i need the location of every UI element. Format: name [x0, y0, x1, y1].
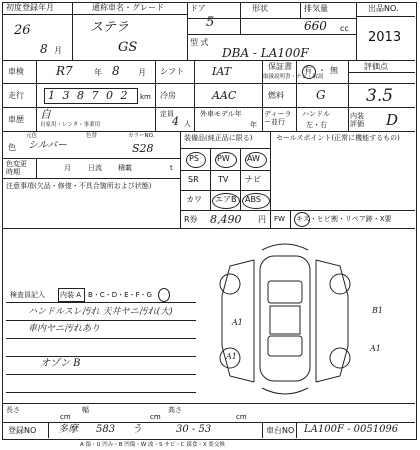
- interior-score-label: 内装評価: [350, 112, 364, 128]
- lot-number-label: 出品NO.: [368, 4, 399, 13]
- damage-mark-1: A1: [232, 318, 243, 327]
- equip-navi: ナビ: [245, 175, 261, 184]
- note-line-2: 車内ヤニ汚れあり: [28, 324, 101, 334]
- handle-value: 左・右: [306, 121, 327, 129]
- equip-tv: TV: [218, 175, 229, 184]
- color-after-label: 色替: [86, 133, 98, 139]
- history-label: 車歴: [8, 115, 24, 124]
- car-damage-diagram: [200, 236, 370, 401]
- color-value: シルバー: [28, 140, 68, 151]
- note-line-1: ハンドルスレ汚れ 天井ヤニ汚れ(大): [28, 307, 173, 317]
- width-unit: cm: [150, 413, 161, 421]
- capacity-unit: 人: [184, 120, 191, 128]
- shape-label: 形状: [252, 4, 268, 13]
- color-label: 色: [8, 143, 16, 152]
- shift-label: シフト: [160, 67, 184, 76]
- odometer-value: 1 3 8 7 0 2: [48, 89, 130, 102]
- displacement-value: 660: [304, 19, 327, 33]
- equip-ps: PS: [189, 154, 199, 163]
- color-code-value: S28: [132, 142, 154, 155]
- reg-year: 26: [14, 23, 31, 38]
- inspector-label: 検査員記入: [10, 291, 45, 299]
- shaken-month-unit: 月: [138, 68, 146, 77]
- reg-month: 8: [40, 42, 48, 56]
- equip-pw: PW: [217, 154, 230, 163]
- equip-abs: ABS: [245, 195, 261, 204]
- car-grade: GS: [118, 40, 138, 55]
- lot-number: 2013: [368, 30, 402, 45]
- equip-sr: SR: [188, 175, 199, 184]
- recycle-label: R券: [184, 215, 198, 224]
- odometer-label: 走行: [8, 91, 24, 100]
- aircon-value: AAC: [212, 89, 237, 102]
- warranty-label: 保証書: [268, 62, 292, 71]
- length-unit: cm: [60, 413, 71, 421]
- interior-grades: 内装 A・B・C・D・E・F・G: [60, 291, 152, 299]
- displacement-label: 排気量: [304, 4, 328, 13]
- fuel-value: G: [316, 88, 326, 102]
- damage-legend: A 傷・U 凹み・B 凹傷・W 波・S サビ・C 腐食・X 要交換: [80, 442, 225, 448]
- equip-airbag: エアB: [215, 195, 237, 204]
- note-line-3: オゾン B: [40, 358, 81, 369]
- door-value: 5: [206, 15, 215, 30]
- reg-month-unit: 月: [54, 46, 62, 55]
- ext-model-unit: 年: [250, 121, 257, 129]
- capacity-label: 定員: [160, 110, 174, 118]
- shaken-year-unit: 年: [94, 68, 102, 77]
- damage-mark-3: B1: [372, 306, 383, 315]
- warranty-sub: 取扱説明書・ナビ・取説: [263, 74, 324, 80]
- door-label: ドア: [190, 4, 206, 13]
- change-month-unit: 月: [64, 164, 71, 172]
- change-load: 積載: [118, 164, 132, 172]
- fw-text: キズ・ヒビ割・リペア跡・X要: [296, 215, 392, 223]
- interior-grade-box: [58, 288, 85, 302]
- height-label: 高さ: [168, 406, 182, 414]
- shaken-year: R7: [56, 64, 73, 78]
- history-sub: 自家用・レンタ・事業用: [40, 122, 101, 128]
- length-label: 長さ: [6, 406, 20, 414]
- sales-point-title: セールスポイント(正常に機能するもの): [276, 134, 400, 142]
- reg-digits: 30 - 53: [176, 424, 212, 435]
- change-ton: t: [170, 164, 173, 172]
- interior-grade-d-circle: [158, 288, 170, 302]
- caution-title: 注意事項(欠品・修復・不具合箇所および状態): [6, 182, 152, 190]
- color-code-label: カラーNO.: [128, 133, 155, 139]
- warranty-dot: ・: [318, 66, 326, 75]
- equip-aw: AW: [247, 154, 260, 163]
- interior-score-value: D: [386, 111, 399, 129]
- shaken-label: 車検: [8, 67, 24, 76]
- capacity-value: 4: [172, 115, 179, 128]
- fw-label: FW: [274, 215, 285, 223]
- height-unit: cm: [236, 413, 247, 421]
- recycle-value: 8,490: [210, 213, 242, 226]
- aircon-label: 冷房: [160, 91, 176, 100]
- ext-model-label: 外車モデル年: [200, 110, 242, 118]
- fuel-label: 燃料: [268, 91, 284, 100]
- color-change-period: 時期: [6, 168, 20, 176]
- warranty-no: 無: [330, 66, 338, 75]
- equip-leather: カワ: [186, 195, 202, 204]
- reg-class: 583: [96, 424, 116, 435]
- shaken-month: 8: [112, 64, 120, 78]
- reg-kana: う: [132, 424, 142, 435]
- damage-mark-2: A1: [226, 352, 237, 361]
- score-label: 評価点: [364, 62, 388, 71]
- reg-area: 多摩: [58, 424, 78, 435]
- damage-mark-4: A1: [370, 344, 381, 353]
- car-name-label: 通称車名・グレード: [92, 3, 164, 12]
- model-label: 型 式: [190, 38, 209, 47]
- score-value: 3.5: [366, 86, 394, 106]
- recycle-unit: 円: [258, 215, 266, 224]
- equipment-title: 装備品(純正品に限る): [184, 134, 253, 142]
- color-change-label: 色変更: [6, 160, 27, 168]
- car-name: ステラ: [90, 20, 129, 35]
- width-label: 幅: [82, 406, 89, 414]
- change-days: 日流: [88, 164, 102, 172]
- chassis-number: LA100F - 0051096: [304, 424, 399, 435]
- dealer-label: ディーラー並行: [264, 110, 292, 126]
- reg-number-label: 登録NO: [8, 426, 37, 435]
- displacement-unit: cc: [340, 24, 349, 33]
- handle-label: ハンドル: [302, 110, 330, 118]
- chassis-label: 車台NO: [266, 426, 295, 435]
- warranty-yes: 有: [304, 66, 312, 75]
- odometer-unit: km: [140, 93, 151, 101]
- color-orig-label: 元色: [26, 133, 38, 139]
- first-reg-label: 初度登録年月: [6, 3, 54, 12]
- history-value: 自: [40, 108, 51, 121]
- shift-value: IAT: [212, 65, 232, 78]
- model-value: DBA - LA100F: [222, 46, 309, 60]
